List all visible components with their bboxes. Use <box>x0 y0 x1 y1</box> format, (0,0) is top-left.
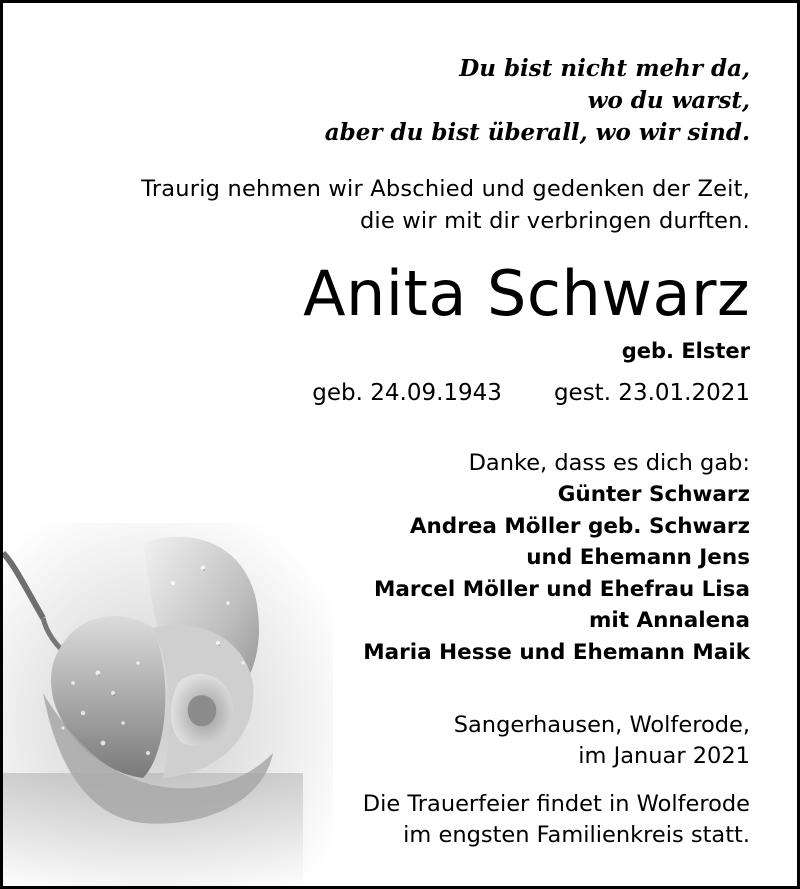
intro-text <box>30 173 750 237</box>
maiden-name: geb. Elster <box>621 339 750 363</box>
motto-line: wo du warst, <box>587 87 750 114</box>
funeral-line: im engsten Familienkreis statt. <box>403 822 750 848</box>
motto-line: aber du bist überall, wo wir sind. <box>324 119 750 146</box>
family-member: mit Annalena <box>588 608 750 633</box>
family-member: Andrea Möller geb. Schwarz <box>409 513 750 539</box>
place-line: im Januar 2021 <box>578 743 750 769</box>
family-member: Maria Hesse und Ehemann Maik <box>363 639 750 665</box>
funeral-line: Die Trauerfeier findet in Wolferode <box>362 791 750 817</box>
life-dates <box>150 375 750 411</box>
thanks-line: Danke, dass es dich gab: <box>468 450 750 476</box>
intro-line: Traurig nehmen wir Abschied und gedenken der Zeit, <box>141 176 750 202</box>
motto-verse <box>270 53 750 149</box>
family-member: und Ehemann Jens <box>526 545 750 570</box>
birth-date: geb. 24.09.1943 <box>312 380 502 406</box>
family-member: Marcel Möller und Ehefrau Lisa <box>374 576 750 602</box>
place-line: Sangerhausen, Wolferode, <box>453 712 750 738</box>
death-date: gest. 23.01.2021 <box>553 380 750 406</box>
place-and-date <box>250 710 750 772</box>
family-member: Günter Schwarz <box>557 482 750 507</box>
motto-line: Du bist nicht mehr da, <box>459 55 750 82</box>
funeral-note <box>190 789 750 851</box>
family-list <box>210 479 750 668</box>
deceased-name: Anita Schwarz <box>303 257 750 330</box>
intro-line: die wir mit dir verbringen durften. <box>359 208 750 234</box>
